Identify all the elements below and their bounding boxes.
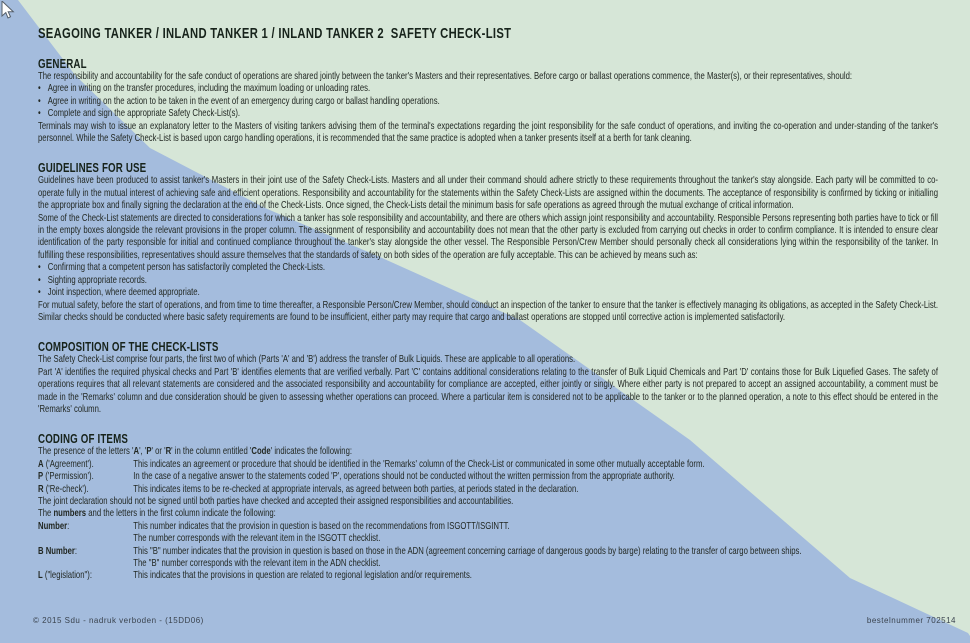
section-heading-general: GENERAL: [38, 56, 87, 71]
footer-copyright: © 2015 Sdu - nadruk verboden - (15DD06): [33, 616, 204, 625]
coding-desc-line: This "B" number indicates that the provision in question is based on those in the ADN (agreement concerning carriage of dangerous goods by barge) relating to the transfer of cargo between ships.: [133, 545, 802, 557]
coding-desc: This indicates an agreement or procedure that should be identified in the 'Remarks' column of the Check-List or communicated in some other mutually acceptable form.: [133, 458, 705, 470]
paragraph-guidelines-1: Guidelines have been produced to assist tanker's Masters in their joint use of the Safety Check-Lists. Masters and all under their command should adhere strictly to these requirements throughout the tanker's stay alongside. Each party will be committed to co-operate fully in the mutual interest of achieving safe and efficient operations. Responsibility and accountability for the statements within the Safety Check-Lists are assigned within the documents. The acceptance of responsibility is confirmed by ticking or initialling the appropriate box and finally signing the declaration at the end of the Check-Lists. Once signed, the Check-Lists detail the minimum basis for safe operations as agreed through the mutual exchange of critical information.: [38, 175, 938, 212]
bullet-item: [38, 275, 938, 287]
coding-desc: [133, 521, 938, 546]
coding-term: B Number:: [38, 545, 78, 557]
bullet-icon: •: [38, 287, 41, 299]
coding-row-permission: [38, 471, 938, 483]
document-content: [38, 0, 938, 583]
section-heading-guidelines: GUIDELINES FOR USE: [38, 160, 147, 176]
bullet-text: Agree in writing on the action to be taken in the event of an emergency during cargo or ballast handling operations.: [47, 95, 440, 107]
coding-desc: This indicates items to be re-checked at appropriate intervals, as agreed between both parties, at periods stated in the declaration.: [133, 483, 579, 495]
bullet-icon: •: [38, 274, 41, 286]
bullet-text: Agree in writing on the transfer procedures, including the maximum loading or unloading rates.: [47, 83, 371, 95]
bullet-text: Joint inspection, where deemed appropriate.: [47, 287, 200, 299]
coding-desc: This indicates that the provisions in question are related to regional legislation and/or requirements.: [133, 570, 472, 582]
bullet-text: Confirming that a competent person has satisfactorily completed the Check-Lists.: [47, 262, 326, 274]
bullet-item: [38, 83, 938, 95]
paragraph-coding-numbers-intro: The numbers and the letters in the first column indicate the following:: [38, 508, 276, 520]
footer-ordernumber: bestelnummer 702514: [866, 616, 956, 625]
coding-desc-line: The "B" number corresponds with the relevant item in the ADN checklist.: [133, 558, 381, 569]
coding-term: A ('Agreement').: [38, 458, 94, 470]
paragraph-guidelines-3: For mutual safety, before the start of operations, and from time to time thereafter, a Responsible Person/Crew Member, should conduct an inspection of the tanker to ensure that the tanker is effectively managing its obligations, as accepted in the Safety Check-List. Similar checks should be conducted where basic safety requirements are found to be insufficient, either party may require that cargo and ballast operations are stopped until corrective action is implemented satisfactorily.: [38, 299, 938, 323]
paragraph-coding-intro: The presence of the letters 'A', 'P' or 'R' in the column entitled 'Code' indicates the following:: [38, 446, 353, 458]
bullet-item: [38, 108, 938, 120]
coding-row-legislation: [38, 570, 938, 582]
coding-desc: In the case of a negative answer to the statements coded 'P', operations should not be conducted without the written permission from the appropriate authority.: [133, 471, 675, 483]
paragraph-coding-declaration: The joint declaration should not be signed until both parties have checked and accepted their assigned responsibilities and accountabilities.: [38, 495, 514, 507]
coding-term: R ('Re-check').: [38, 483, 89, 495]
paragraph-guidelines-2: Some of the Check-List statements are directed to considerations for which a tanker has sole responsibility and accountability, and there are others which assign joint responsibility and accountability. Responsible Persons representing both parties have to tick or fill in the empty boxes alongside the relevant provisions in the proper column. The assignment of responsibility and accountability does not mean that the other party is excluded from carrying out checks in order to confirm compliance. It is intended to ensure clear identification of the party responsible for initial and continued compliance throughout the tanker's stay alongside the other vessel. The Responsible Person/Crew Member should personally check all considerations lying within the responsibility of the tanker. In fulfilling these responsibilities, representatives should assure themselves that the standards of safety on both sides of the operation are fully acceptable. This can be achieved by means such as:: [38, 212, 938, 261]
section-heading-coding: CODING OF ITEMS: [38, 431, 128, 447]
bullet-item: [38, 262, 938, 274]
mouse-cursor-icon: [1, 1, 15, 21]
coding-row-recheck: [38, 484, 938, 496]
page-title: SEAGOING TANKER / INLAND TANKER 1 / INLAND TANKER 2 SAFETY CHECK-LIST: [38, 25, 512, 42]
paragraph-composition-2: Part 'A' identifies the required physical checks and Part 'B' identifies elements that are verified verbally. Part 'C' contains additional considerations relating to the transfer of Bulk Liquid Chemicals and Part 'D' contains those for Bulk Liquefied Gases. The safety of operations requires that all relevant statements are considered and the associated responsibility and accountability for compliance are accepted, either jointly or singly. Where either party is not prepared to accept an assigned accountability, a comment must be made in the 'Remarks' column and due consideration should be given to assessing whether operations can proceed. Where a particular item is considered not to be applicable to the tanker or to the planned operation, a note to this effect should be entered in the 'Remarks' column.: [38, 366, 938, 415]
paragraph-composition-1: The Safety Check-List comprise four parts, the first two of which (Parts 'A' and 'B') address the transfer of Bulk Liquids. These are applicable to all operations.: [38, 354, 576, 366]
coding-desc-line: This number indicates that the provision in question is based on the recommendations from ISGOTT/ISGINTT.: [133, 520, 510, 532]
coding-row-agreement: [38, 459, 938, 471]
paragraph-general-intro: The responsibility and accountability for the safe conduct of operations are shared jointly between the tanker's Masters and their representatives. Before cargo or ballast operations commence, the Master(s), or their representatives, should:: [38, 71, 853, 82]
bullet-item: [38, 287, 938, 299]
bullet-text: Sighting appropriate records.: [47, 274, 147, 286]
coding-term: L ("legislation"):: [38, 570, 92, 582]
bullet-text: Complete and sign the appropriate Safety Check-List(s).: [47, 108, 241, 120]
coding-desc: [133, 546, 938, 571]
bullet-icon: •: [38, 83, 41, 95]
paragraph-general-outro: Terminals may wish to issue an explanatory letter to the Masters of visiting tankers advising them of the terminal's expectations regarding the joint responsibility for the safe conduct of operations, and inviting the co-operation and under-standing of the tanker's personnel. While the Safety Check-List is based upon cargo handling operations, it is recommended that the same practice is adopted when a tanker presents itself at a berth for tank cleaning.: [38, 120, 938, 145]
coding-row-number: [38, 521, 938, 546]
section-heading-composition: COMPOSITION OF THE CHECK-LISTS: [38, 339, 219, 355]
bullet-icon: •: [38, 95, 41, 107]
coding-row-b-number: [38, 546, 938, 571]
coding-term: P ('Permission').: [38, 471, 94, 483]
bullet-icon: •: [38, 108, 41, 120]
bullet-icon: •: [38, 262, 41, 274]
bullet-item: [38, 96, 938, 108]
coding-desc-line: The number corresponds with the relevant item in the ISGOTT checklist.: [133, 533, 381, 545]
coding-term: Number:: [38, 520, 70, 532]
